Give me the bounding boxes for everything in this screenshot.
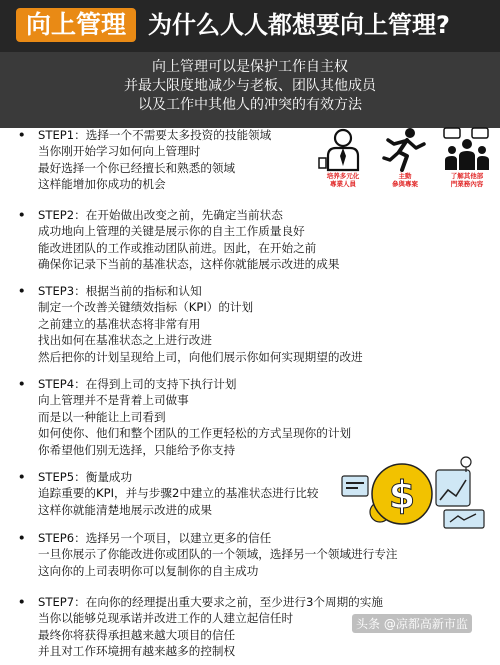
- svg-text:$: $: [388, 473, 416, 517]
- intro-line: 并最大限度地减少与老板、团队其他成员: [124, 78, 376, 94]
- header-tag: 向上管理: [16, 8, 136, 42]
- step-line: 成功地向上管理的关键是展示你的自主工作质量良好: [38, 224, 305, 239]
- step-line: 确保你记录下当前的基准状态，这样你就能展示改进的成果: [38, 257, 340, 272]
- step-line: 能改进团队的工作或推动团队前进。因此，在开始之前: [38, 240, 317, 255]
- runner-icon: [380, 126, 430, 188]
- step-line: 一旦你展示了你能改进你或团队的一个领域，选择另一个领域进行专注: [38, 547, 398, 562]
- step-line: 当你刚开始学习如何向上管理时: [38, 144, 201, 159]
- intro-banner: [0, 52, 500, 128]
- step-line: 而是以一种能让上司看到: [38, 409, 166, 424]
- icon-caption: 專業人員: [330, 180, 356, 188]
- step-line: STEP5：衡量成功: [38, 470, 133, 484]
- step-line: 这向你的上司表明你可以复制你的自主成功: [38, 563, 259, 578]
- step-line: 最好选择一个你已经擅长和熟悉的领域: [38, 160, 236, 175]
- intro-line: 以及工作中其他人的冲突的有效方法: [138, 97, 362, 113]
- icon-caption: 參與專案: [392, 180, 418, 188]
- step-line: 追踪重要的KPI，并与步骤2中建立的基准状态进行比较: [38, 486, 319, 501]
- step-line: STEP4：在得到上司的支持下执行计划: [38, 377, 237, 391]
- icon-caption: 了解其他部: [450, 172, 484, 180]
- step-line: 当你以能够兑现承诺并改进工作的人建立起信任时: [38, 611, 294, 626]
- business-person-icon: [318, 126, 368, 188]
- watermark: 头条 @凉都高新市监: [352, 614, 472, 633]
- step-line: 制定一个改善关键绩效指标（KPI）的计划: [38, 300, 254, 315]
- step-line: 这样能增加你成功的机会: [38, 177, 166, 192]
- illustration-icons: [318, 126, 494, 202]
- step-line: 然后把你的计划呈现给上司，向他们展示你如何实现期望的改进: [38, 349, 363, 364]
- step-line: STEP1：选择一个不需要太多投资的技能领域: [38, 128, 272, 142]
- team-chat-icon: [442, 126, 492, 188]
- step-line: STEP7：在向你的经理提出重大要求之前，至少进行3个周期的实施: [38, 595, 383, 609]
- step-line: 如何使你、他们和整个团队的工作更轻松的方式呈现你的计划: [38, 426, 352, 441]
- step-line: STEP2：在开始做出改变之前，先确定当前状态: [38, 208, 283, 222]
- step-line: 最终你将获得承担越来越大项目的信任: [38, 627, 236, 642]
- step-line: STEP3：根据当前的指标和认知: [38, 284, 202, 298]
- money-growth-icon: [340, 456, 490, 532]
- header-bar: [0, 0, 500, 52]
- icon-caption: 主動: [398, 172, 412, 180]
- step-line: 你希望他们别无选择，只能给予你支持: [38, 442, 236, 457]
- step-line: 之前建立的基准状态将非常有用: [38, 316, 201, 331]
- page-title: 为什么人人都想要向上管理?: [148, 11, 450, 39]
- icon-caption: 培养多元化: [326, 172, 360, 180]
- intro-line: 向上管理可以是保护工作自主权: [152, 59, 348, 75]
- step-line: 这样你就能清楚地展示改进的成果: [38, 502, 212, 517]
- step-line: 向上管理并不是背着上司做事: [38, 393, 189, 408]
- step-line: 找出如何在基准状态之上进行改进: [38, 333, 212, 348]
- icon-caption: 門業務內容: [450, 180, 484, 188]
- step-line: 并且对工作环境拥有越来越多的控制权: [38, 644, 236, 659]
- step-line: STEP6：选择另一个项目，以建立更多的信任: [38, 531, 272, 545]
